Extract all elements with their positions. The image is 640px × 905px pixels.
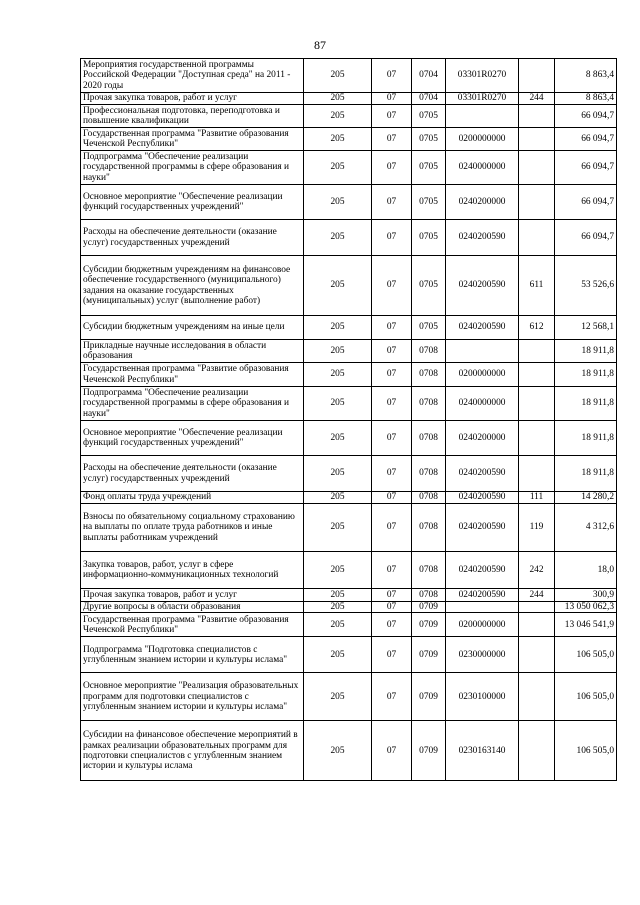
amount-cell: 12 568,1: [555, 316, 617, 340]
subsection-code-cell: 0708: [412, 387, 446, 421]
item-name-cell: Подпрограмма "Обеспечение реализации государственной программы в сфере образования и науки": [81, 387, 304, 421]
section-code-cell: 07: [372, 340, 412, 363]
amount-cell: 66 094,7: [555, 220, 617, 256]
target-article-cell: 0240200590: [446, 220, 519, 256]
target-article-cell: 0240000000: [446, 387, 519, 421]
subsection-code-cell: 0705: [412, 105, 446, 128]
expense-type-cell: 611: [519, 256, 555, 316]
section-code-cell: 07: [372, 504, 412, 552]
subsection-code-cell: 0708: [412, 504, 446, 552]
expense-type-cell: 612: [519, 316, 555, 340]
section-code-cell: 07: [372, 363, 412, 387]
department-code-cell: 205: [304, 456, 372, 492]
target-article-cell: 0240200590: [446, 256, 519, 316]
target-article-cell: 0240200590: [446, 492, 519, 504]
section-code-cell: 07: [372, 492, 412, 504]
amount-cell: 4 312,6: [555, 504, 617, 552]
section-code-cell: 07: [372, 673, 412, 721]
subsection-code-cell: 0705: [412, 128, 446, 151]
table-row: [81, 93, 617, 105]
department-code-cell: 205: [304, 492, 372, 504]
target-article-cell: 0240200000: [446, 421, 519, 456]
department-code-cell: 205: [304, 340, 372, 363]
item-name-cell: Закупка товаров, работ, услуг в сфере информационно-коммуникационных технологий: [81, 552, 304, 589]
table-row: [81, 637, 617, 673]
table-row: [81, 185, 617, 220]
amount-cell: 8 863,4: [555, 59, 617, 93]
target-article-cell: [446, 105, 519, 128]
amount-cell: 13 050 062,3: [555, 602, 617, 613]
expense-type-cell: [519, 128, 555, 151]
expense-type-cell: [519, 602, 555, 613]
target-article-cell: 0200000000: [446, 363, 519, 387]
table-row: [81, 602, 617, 613]
table-row: [81, 673, 617, 721]
item-name-cell: Государственная программа "Развитие образования Чеченской Республики": [81, 128, 304, 151]
item-name-cell: Субсидии бюджетным учреждениям на финансовое обеспечение государственного (муниципального) задания на оказание государственных (муниципальных) услуг (выполнение работ): [81, 256, 304, 316]
expense-type-cell: 111: [519, 492, 555, 504]
table-row: [81, 456, 617, 492]
section-code-cell: 07: [372, 456, 412, 492]
item-name-cell: Профессиональная подготовка, переподготовка и повышение квалификации: [81, 105, 304, 128]
section-code-cell: 07: [372, 185, 412, 220]
subsection-code-cell: 0708: [412, 492, 446, 504]
department-code-cell: 205: [304, 673, 372, 721]
item-name-cell: Взносы по обязательному социальному страхованию на выплаты по оплате труда работников и иные выплаты работникам учреждений: [81, 504, 304, 552]
item-name-cell: Прочая закупка товаров, работ и услуг: [81, 589, 304, 602]
target-article-cell: [446, 340, 519, 363]
subsection-code-cell: 0709: [412, 613, 446, 637]
section-code-cell: 07: [372, 552, 412, 589]
target-article-cell: 0240200590: [446, 589, 519, 602]
item-name-cell: Государственная программа "Развитие образования Чеченской Республики": [81, 613, 304, 637]
target-article-cell: 0200000000: [446, 613, 519, 637]
amount-cell: 66 094,7: [555, 151, 617, 185]
target-article-cell: 03301R0270: [446, 93, 519, 105]
item-name-cell: Основное мероприятие "Реализация образовательных программ для подготовки специалистов с углубленным знанием истории и культуры ислама": [81, 673, 304, 721]
expense-type-cell: [519, 340, 555, 363]
section-code-cell: 07: [372, 613, 412, 637]
department-code-cell: 205: [304, 105, 372, 128]
subsection-code-cell: 0709: [412, 721, 446, 781]
expense-type-cell: [519, 721, 555, 781]
target-article-cell: 0230000000: [446, 637, 519, 673]
target-article-cell: 0240200590: [446, 456, 519, 492]
target-article-cell: 0240200590: [446, 316, 519, 340]
section-code-cell: 07: [372, 316, 412, 340]
amount-cell: 66 094,7: [555, 185, 617, 220]
section-code-cell: 07: [372, 387, 412, 421]
section-code-cell: 07: [372, 602, 412, 613]
department-code-cell: 205: [304, 128, 372, 151]
target-article-cell: 0200000000: [446, 128, 519, 151]
table-row: [81, 220, 617, 256]
amount-cell: 18 911,8: [555, 456, 617, 492]
subsection-code-cell: 0705: [412, 220, 446, 256]
table-body: [81, 59, 617, 781]
item-name-cell: Расходы на обеспечение деятельности (оказание услуг) государственных учреждений: [81, 220, 304, 256]
section-code-cell: 07: [372, 637, 412, 673]
section-code-cell: 07: [372, 589, 412, 602]
department-code-cell: 205: [304, 151, 372, 185]
department-code-cell: 205: [304, 589, 372, 602]
expense-type-cell: [519, 185, 555, 220]
department-code-cell: 205: [304, 316, 372, 340]
subsection-code-cell: 0708: [412, 421, 446, 456]
target-article-cell: 0230100000: [446, 673, 519, 721]
target-article-cell: 0240000000: [446, 151, 519, 185]
item-name-cell: Субсидии бюджетным учреждениям на иные цели: [81, 316, 304, 340]
expense-type-cell: [519, 613, 555, 637]
item-name-cell: Мероприятия государственной программы Российской Федерации "Доступная среда" на 2011 - 2020 годы: [81, 59, 304, 93]
expense-type-cell: 244: [519, 589, 555, 602]
subsection-code-cell: 0709: [412, 602, 446, 613]
expense-type-cell: 242: [519, 552, 555, 589]
department-code-cell: 205: [304, 363, 372, 387]
section-code-cell: 07: [372, 256, 412, 316]
item-name-cell: Субсидии на финансовое обеспечение мероприятий в рамках реализации образовательных программ для подготовки специалистов с углубленным знанием истории и культуры ислама: [81, 721, 304, 781]
subsection-code-cell: 0708: [412, 589, 446, 602]
expense-type-cell: [519, 220, 555, 256]
subsection-code-cell: 0708: [412, 552, 446, 589]
table-row: [81, 316, 617, 340]
table-row: [81, 504, 617, 552]
expense-type-cell: 244: [519, 93, 555, 105]
target-article-cell: 0240200000: [446, 185, 519, 220]
item-name-cell: Государственная программа "Развитие образования Чеченской Республики": [81, 363, 304, 387]
table-row: [81, 363, 617, 387]
department-code-cell: 205: [304, 504, 372, 552]
expense-type-cell: [519, 456, 555, 492]
department-code-cell: 205: [304, 552, 372, 589]
amount-cell: 106 505,0: [555, 673, 617, 721]
item-name-cell: Другие вопросы в области образования: [81, 602, 304, 613]
section-code-cell: 07: [372, 721, 412, 781]
table-row: [81, 421, 617, 456]
section-code-cell: 07: [372, 93, 412, 105]
table-row: [81, 256, 617, 316]
table-row: [81, 340, 617, 363]
target-article-cell: [446, 602, 519, 613]
subsection-code-cell: 0708: [412, 456, 446, 492]
target-article-cell: 0240200590: [446, 504, 519, 552]
item-name-cell: Прикладные научные исследования в области образования: [81, 340, 304, 363]
department-code-cell: 205: [304, 387, 372, 421]
target-article-cell: 0230163140: [446, 721, 519, 781]
department-code-cell: 205: [304, 602, 372, 613]
amount-cell: 53 526,6: [555, 256, 617, 316]
expense-type-cell: [519, 421, 555, 456]
table-row: [81, 105, 617, 128]
amount-cell: 18 911,8: [555, 340, 617, 363]
section-code-cell: 07: [372, 105, 412, 128]
expense-type-cell: 119: [519, 504, 555, 552]
expense-type-cell: [519, 387, 555, 421]
section-code-cell: 07: [372, 59, 412, 93]
amount-cell: 13 046 541,9: [555, 613, 617, 637]
table-row: [81, 492, 617, 504]
amount-cell: 14 280,2: [555, 492, 617, 504]
target-article-cell: 03301R0270: [446, 59, 519, 93]
table-row: [81, 59, 617, 93]
subsection-code-cell: 0705: [412, 185, 446, 220]
subsection-code-cell: 0704: [412, 93, 446, 105]
table-row: [81, 552, 617, 589]
amount-cell: 8 863,4: [555, 93, 617, 105]
department-code-cell: 205: [304, 220, 372, 256]
item-name-cell: Подпрограмма "Подготовка специалистов с углубленным знанием истории и культуры ислама": [81, 637, 304, 673]
amount-cell: 66 094,7: [555, 105, 617, 128]
amount-cell: 18 911,8: [555, 363, 617, 387]
item-name-cell: Прочая закупка товаров, работ и услуг: [81, 93, 304, 105]
expense-type-cell: [519, 59, 555, 93]
amount-cell: 106 505,0: [555, 721, 617, 781]
table-row: [81, 589, 617, 602]
page-number: 87: [314, 38, 326, 52]
section-code-cell: 07: [372, 220, 412, 256]
department-code-cell: 205: [304, 421, 372, 456]
department-code-cell: 205: [304, 613, 372, 637]
section-code-cell: 07: [372, 151, 412, 185]
amount-cell: 18 911,8: [555, 387, 617, 421]
item-name-cell: Подпрограмма "Обеспечение реализации государственной программы в сфере образования и науки": [81, 151, 304, 185]
expense-type-cell: [519, 363, 555, 387]
department-code-cell: 205: [304, 721, 372, 781]
item-name-cell: Фонд оплаты труда учреждений: [81, 492, 304, 504]
department-code-cell: 205: [304, 637, 372, 673]
subsection-code-cell: 0705: [412, 151, 446, 185]
amount-cell: 300,9: [555, 589, 617, 602]
department-code-cell: 205: [304, 93, 372, 105]
amount-cell: 66 094,7: [555, 128, 617, 151]
expense-type-cell: [519, 637, 555, 673]
expense-type-cell: [519, 105, 555, 128]
subsection-code-cell: 0704: [412, 59, 446, 93]
section-code-cell: 07: [372, 128, 412, 151]
amount-cell: 18 911,8: [555, 421, 617, 456]
amount-cell: 18,0: [555, 552, 617, 589]
item-name-cell: Основное мероприятие "Обеспечение реализации функций государственных учреждений": [81, 421, 304, 456]
budget-table: [80, 58, 617, 781]
section-code-cell: 07: [372, 421, 412, 456]
subsection-code-cell: 0705: [412, 256, 446, 316]
subsection-code-cell: 0708: [412, 340, 446, 363]
target-article-cell: 0240200590: [446, 552, 519, 589]
table-row: [81, 151, 617, 185]
department-code-cell: 205: [304, 59, 372, 93]
table-row: [81, 387, 617, 421]
item-name-cell: Расходы на обеспечение деятельности (оказание услуг) государственных учреждений: [81, 456, 304, 492]
subsection-code-cell: 0708: [412, 363, 446, 387]
table-row: [81, 613, 617, 637]
amount-cell: 106 505,0: [555, 637, 617, 673]
subsection-code-cell: 0705: [412, 316, 446, 340]
expense-type-cell: [519, 151, 555, 185]
department-code-cell: 205: [304, 256, 372, 316]
department-code-cell: 205: [304, 185, 372, 220]
item-name-cell: Основное мероприятие "Обеспечение реализации функций государственных учреждений": [81, 185, 304, 220]
expense-type-cell: [519, 673, 555, 721]
table-row: [81, 721, 617, 781]
subsection-code-cell: 0709: [412, 637, 446, 673]
subsection-code-cell: 0709: [412, 673, 446, 721]
table-row: [81, 128, 617, 151]
